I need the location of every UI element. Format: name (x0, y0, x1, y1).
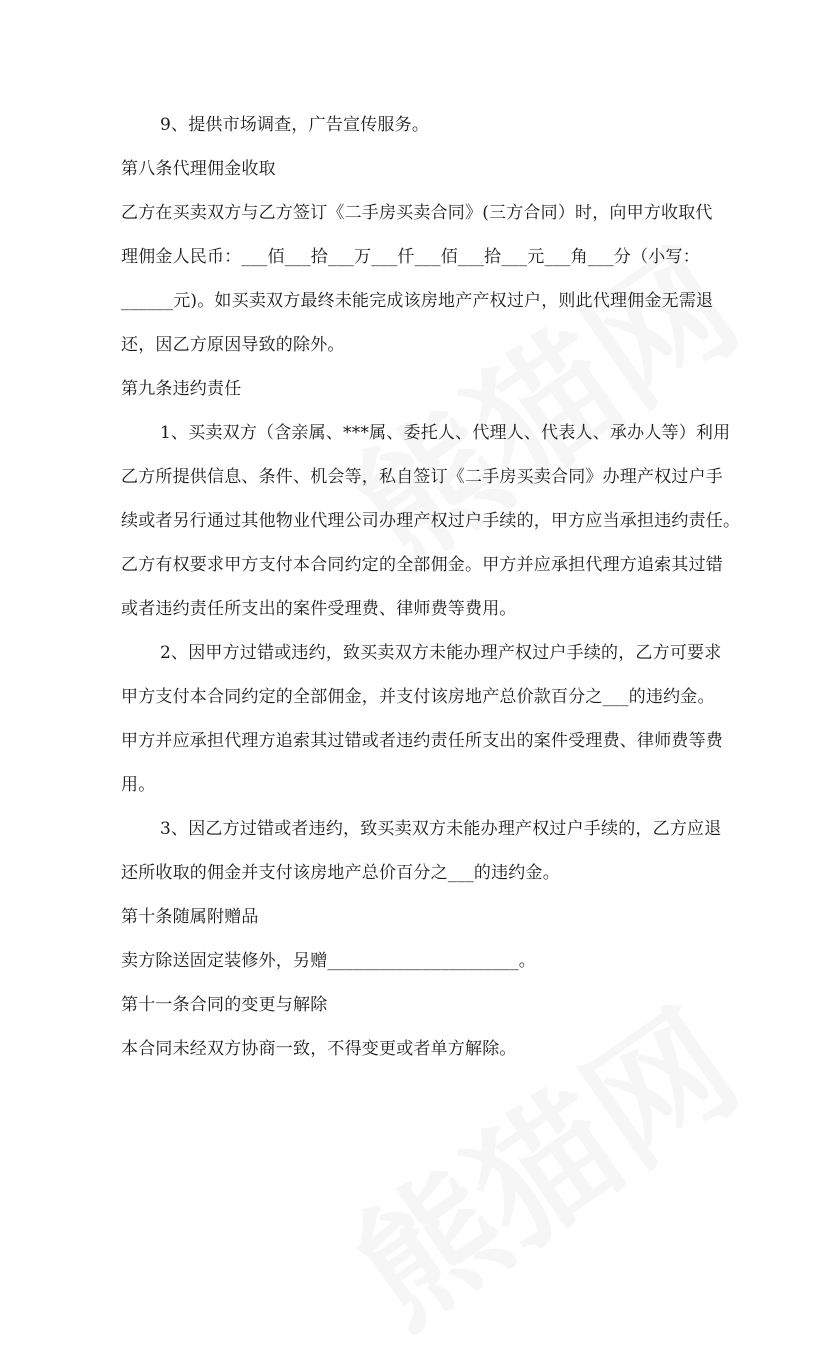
paragraph-line: 2、因甲方过错或违约，致买卖双方未能办理产权过户手续的，乙方可要求 (160, 643, 722, 663)
paragraph-line: 卖方除送固定装修外，另赠______________________。 (121, 951, 536, 971)
paragraph-line: 还所收取的佣金并支付该房地产总价百分之___的违约金。 (121, 863, 560, 883)
paragraph-line: 理佣金人民币：___佰___拾___万___仟___佰___拾___元___角___分（小写： (121, 247, 700, 267)
paragraph-line: 甲方并应承担代理方追索其过错或者违约责任所支出的案件受理费、律师费等费 (121, 731, 723, 751)
item-9-line: 9、提供市场调查，广告宣传服务。 (160, 115, 430, 135)
paragraph-line: 或者违约责任所支出的案件受理费、律师费等费用。 (121, 599, 517, 619)
article-8-heading: 第八条代理佣金收取 (121, 159, 276, 179)
article-9-heading: 第九条违约责任 (121, 379, 242, 399)
paragraph-line: 续或者另行通过其他物业代理公司办理产权过户手续的，甲方应当承担违约责任。 (121, 511, 741, 531)
paragraph-line: 乙方有权要求甲方支付本合同约定的全部佣金。甲方并应承担代理方追索其过错 (121, 555, 723, 575)
paragraph-line: ______元)。如买卖双方最终未能完成该房地产产权过户，则此代理佣金无需退 (121, 291, 714, 311)
article-11-heading: 第十一条合同的变更与解除 (121, 995, 328, 1015)
paragraph-line: 本合同未经双方协商一致，不得变更或者单方解除。 (121, 1039, 517, 1059)
paragraph-line: 乙方所提供信息、条件、机会等，私自签订《二手房买卖合同》办理产权过户手 (121, 467, 723, 487)
paragraph-line: 用。 (121, 775, 156, 795)
paragraph-line: 1、买卖双方（含亲属、***属、委托人、代理人、代表人、承办人等）利用 (160, 423, 731, 443)
paragraph-line: 甲方支付本合同约定的全部佣金，并支付该房地产总价款百分之___的违约金。 (121, 687, 715, 707)
article-10-heading: 第十条随属附赠品 (121, 907, 259, 927)
paragraph-line: 乙方在买卖双方与乙方签订《二手房买卖合同》(三方合同）时，向甲方收取代 (121, 203, 713, 223)
paragraph-line: 还，因乙方原因导致的除外。 (121, 335, 345, 355)
paragraph-line: 3、因乙方过错或者违约，致买卖双方未能办理产权过户手续的，乙方应退 (160, 819, 722, 839)
watermark (310, 958, 769, 1363)
